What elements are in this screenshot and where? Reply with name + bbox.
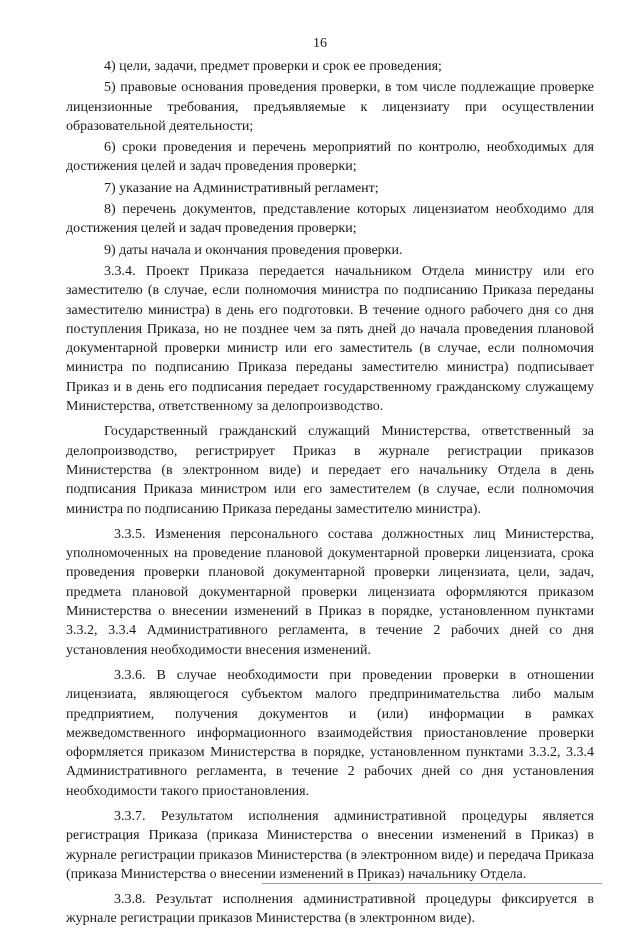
document-body [66,57,594,931]
clause-3-3-7: 3.3.7. Результатом исполнения административной процедуры является регистрация Приказа (приказа Министерства о внесении изменений в Приказ) в журнале регистрации приказов Министерства (в электронном виде) и передача Приказа (приказа Министерства о внесении изменений в Приказ) начальнику Отдела. [66,808,594,882]
list-item-8: 8) перечень документов, представление которых лицензиатом необходимо для достижения целей и задач проведения проверки; [66,202,594,237]
list-item-6: 6) сроки проведения и перечень мероприятий по контролю, необходимых для достижения целей и задач проведения проверки; [66,140,594,175]
clause-3-3-5: 3.3.5. Изменения персонального состава должностных лиц Министерства, уполномоченных на проведение плановой документарной проверки лицензиата, срока проведения проверки плановой документарной проверки лицензиата, цели, задач, предмета плановой документарной проверки лицензиата оформляются приказом Министерства о внесении изменений в Приказ в порядке, установленном пунктами 3.3.2, 3.3.4 Административного регламента, в течение 2 рабочих дней со дня установления необходимости внесения изменений. [66,526,594,658]
footer-divider [262,883,602,884]
clause-3-3-4-continued: Государственный гражданский служащий Министерства, ответственный за делопроизводство, регистрирует Приказ в журнале регистрации приказов Министерства (в электронном виде) и передает его начальнику Отдела в день подписания Приказа министром или его заместителем (в случае, если полномочия министра по подписанию Приказа переданы заместителю министра). [66,424,594,517]
list-item-9: 9) даты начала и окончания проведения проверки. [104,242,403,258]
list-item-5: 5) правовые основания проведения проверки, в том числе подлежащие проверке лицензионные требования, предъявляемые к лицензиату при осуществлении образовательной деятельности; [66,80,594,134]
list-item-4: 4) цели, задачи, предмет проверки и срок ее проведения; [104,59,442,74]
page-number: 16 [313,36,327,51]
list-item-7: 7) указание на Административный регламент; [104,180,379,196]
clause-3-3-6: 3.3.6. В случае необходимости при проведении проверки в отношении лицензиата, являющегося субъектом малого предпринимательства либо малым предприятием, получения документов и (или) информации в рамках межведомственного информационного взаимодействия приостановление проверки оформляется приказом Министерства в порядке, установленном пунктами 3.3.2, 3.3.4 Административного регламента, в течение 2 рабочих дней со дня установления необходимости такого приостановления. [66,667,594,799]
clause-3-3-8: 3.3.8. Результат исполнения административной процедуры фиксируется в журнале регистрации приказов Министерства (в электронном виде). [66,892,594,927]
clause-3-3-4: 3.3.4. Проект Приказа передается начальником Отдела министру или его заместителю (в случае, если полномочия министра по подписанию Приказа переданы заместителю министра) в день его подготовки. В течение одного рабочего дня со дня поступления Приказа, но не позднее чем за пять дней до начала проведения плановой документарной проверки министр или его заместитель (в случае, если полномочия министра по подписанию Приказа переданы заместителю министра) подписывает Приказ и в день его подписания передает государственному гражданскому служащему Министерства, ответственному за делопроизводство. [66,263,594,415]
